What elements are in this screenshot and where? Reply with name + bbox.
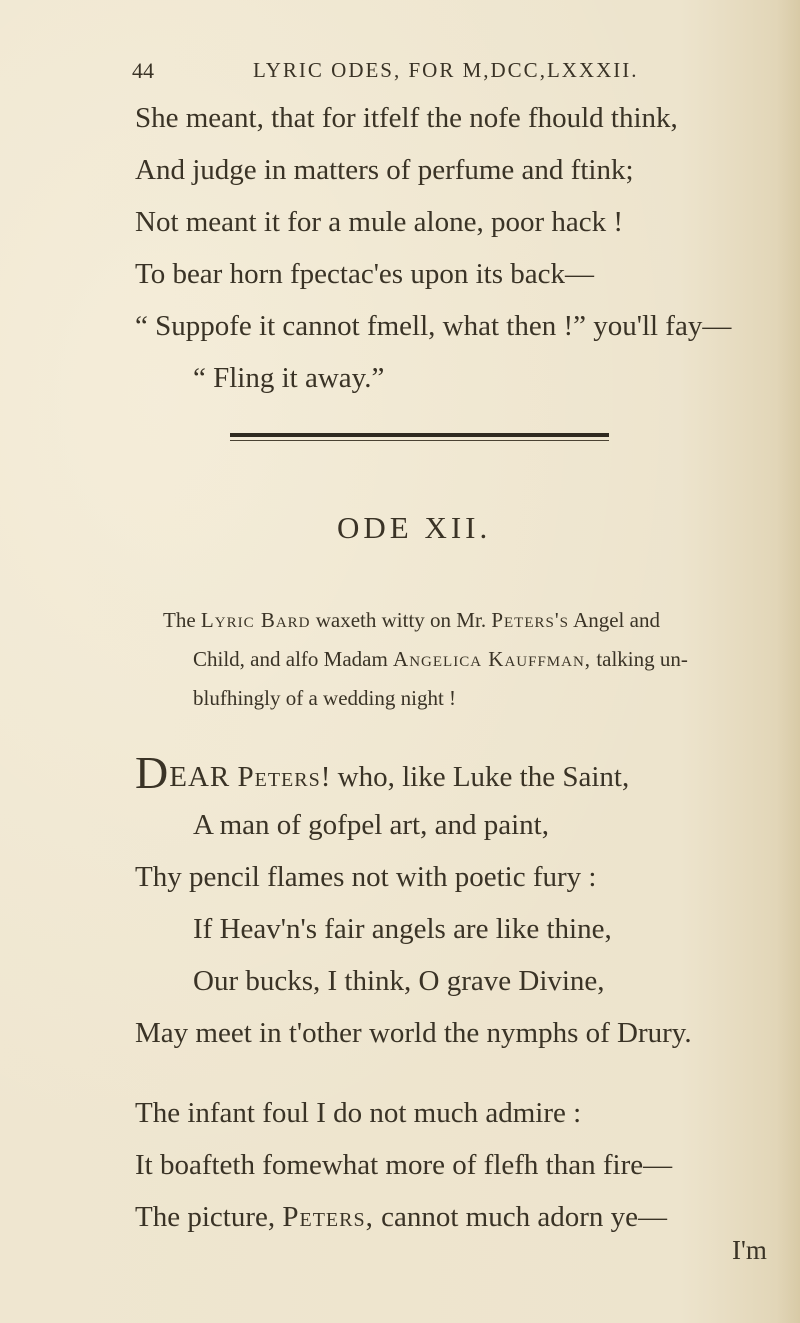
line-start: The picture,	[135, 1201, 276, 1233]
section-rule-thin	[230, 440, 609, 441]
argument-line-2	[193, 645, 688, 673]
page-number: 44	[132, 58, 154, 83]
argument-word: The	[163, 608, 196, 632]
verse-line	[135, 1200, 667, 1234]
page-header	[0, 58, 800, 88]
verse-line: To bear horn fpectac'es upon its back—	[135, 258, 594, 290]
opening-word: EAR	[169, 761, 231, 793]
verse-line: Not meant it for a mule alone, poor hack !	[135, 206, 624, 238]
verse-line: And judge in matters of perfume and ftink;	[135, 154, 634, 186]
argument-angelica: Angelica Kauffman,	[393, 647, 592, 671]
verse-line: A man of gofpel art, and paint,	[193, 809, 549, 841]
argument-word: Angel and	[573, 608, 660, 632]
peters-name: Peters,	[282, 1201, 374, 1233]
verse-line: “ Suppofe it cannot fmell, what then !” you'll fay—	[135, 310, 732, 342]
catchword: I'm	[732, 1235, 767, 1265]
verse-line: Thy pencil flames not with poetic fury :	[135, 861, 597, 893]
verse-line: Our bucks, I think, O grave Divine,	[193, 965, 605, 997]
argument-line-3: blufhingly of a wedding night !	[193, 686, 457, 710]
peters-name: Peters	[237, 761, 321, 793]
argument-word: Child, and alfo Madam	[193, 647, 388, 671]
running-head: LYRIC ODES, FOR M,DCC,LXXXII.	[253, 58, 639, 82]
verse-line: She meant, that for itfelf the nofe fhould think,	[135, 102, 678, 134]
section-rule-thick	[230, 433, 609, 437]
stanza-opening-line	[135, 747, 630, 798]
argument-lyric-bard: Lyric Bard	[200, 608, 311, 632]
verse-line: It boafteth fomewhat more of flefh than fire—	[135, 1149, 673, 1181]
verse-line: The infant foul I do not much admire :	[135, 1097, 582, 1129]
verse-line: If Heav'n's fair angels are like thine,	[193, 913, 612, 945]
verse-line: “ Fling it away.”	[193, 362, 385, 394]
verse-line: May meet in t'other world the nymphs of Drury.	[135, 1017, 692, 1049]
argument-word: talking un-	[596, 647, 688, 671]
argument-word: waxeth witty on Mr.	[315, 608, 487, 632]
opening-rest: ! who, like Luke the Saint,	[320, 761, 630, 793]
drop-cap: D	[135, 747, 169, 798]
line-end: cannot much adorn ye—	[381, 1201, 667, 1233]
argument-peters: Peters's	[491, 608, 569, 632]
ode-title: ODE XII.	[337, 510, 492, 545]
argument-line-1	[163, 606, 660, 634]
